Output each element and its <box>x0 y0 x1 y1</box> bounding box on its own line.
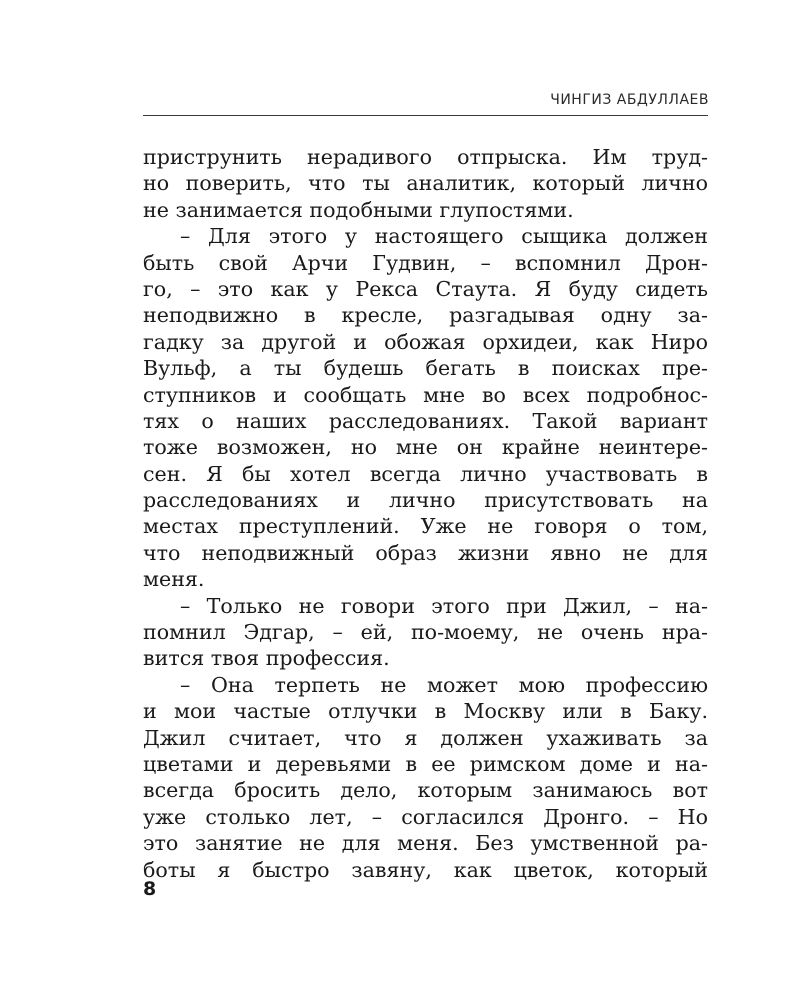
text-line: го, – это как у Рекса Стаута. Я буду сидеть <box>143 276 708 301</box>
text-line: местах преступлений. Уже не говоря о том, <box>143 514 708 539</box>
text-line: помнил Эдгар, – ей, по-моему, не очень нра- <box>143 620 708 645</box>
header-rule <box>143 115 708 116</box>
text-line: тоже возможен, но мне он крайне неинтере- <box>143 435 708 460</box>
text-line: неподвижно в кресле, разгадывая одну за- <box>143 303 708 328</box>
text-line: не занимается подобными глупостями. <box>143 197 574 222</box>
text-line: ступников и сообщать мне во всех подробнос- <box>143 382 708 407</box>
text-line: – Только не говори этого при Джил, – на- <box>180 593 708 618</box>
text-line: боты я быстро завяну, как цветок, который <box>143 857 708 882</box>
text-line: сен. Я бы хотел всегда лично участвовать в <box>143 461 708 486</box>
text-line: и мои частые отлучки в Москву или в Баку. <box>143 699 708 724</box>
text-line: уже столько лет, – согласился Дронго. – Но <box>143 804 708 829</box>
text-line: быть свой Арчи Гудвин, – вспомнил Дрон- <box>143 250 708 275</box>
text-line: цветами и деревьями в ее римском доме и на- <box>143 751 708 776</box>
text-line: приструнить нерадивого отпрыска. Им труд- <box>143 145 708 169</box>
body-text <box>143 144 708 883</box>
text-line: меня. <box>143 567 205 592</box>
text-line: гадку за другой и обожая орхидеи, как Ниро <box>143 329 708 354</box>
text-line: – Она терпеть не может мою профессию <box>180 672 708 697</box>
text-line: что неподвижный образ жизни явно не для <box>143 540 708 565</box>
text-line: но поверить, что ты аналитик, который лично <box>143 171 708 196</box>
text-line: это занятие не для меня. Без умственной ра- <box>143 831 708 856</box>
text-line: Джил считает, что я должен ухаживать за <box>143 725 708 750</box>
text-line: всегда бросить дело, которым занимаюсь вот <box>143 778 708 803</box>
page-number: 8 <box>143 878 157 900</box>
running-head-author: ЧИНГИЗ АБДУЛЛАЕВ <box>550 92 709 108</box>
text-line: – Для этого у настоящего сыщика должен <box>180 224 708 249</box>
text-line: Вульф, а ты будешь бегать в поисках пре- <box>143 356 708 381</box>
text-line: вится твоя профессия. <box>143 646 390 671</box>
text-line: тях о наших расследованиях. Такой вариант <box>143 408 708 433</box>
text-line: расследованиях и лично присутствовать на <box>143 488 708 513</box>
